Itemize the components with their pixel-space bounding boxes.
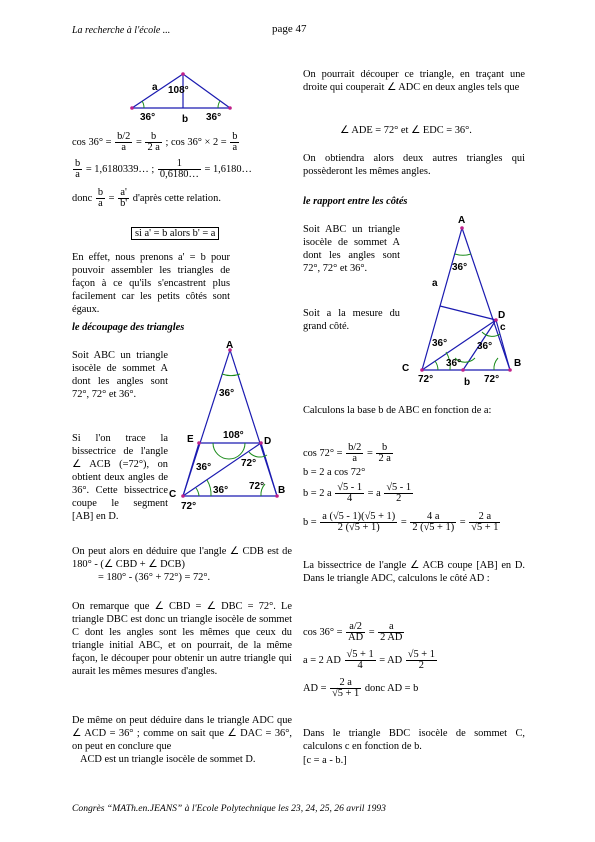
fig3-label-b: b (464, 377, 471, 388)
fig2-angle-c1: 36° (196, 462, 212, 473)
equation-cos36-ad: cos 36° = $\frac{a/2}{AD}$ = $\frac{a}{2 AD}$ (303, 621, 403, 643)
equation-angles: ∠ ADE = 72° et ∠ EDC = 36°. (340, 125, 472, 136)
paragraph-de-meme: De même on peut déduire dans le triangle ADC que ∠ ACD = 36° ; comme on sait que ∠ DAC = 36°, on peut en conclure que (72, 715, 292, 752)
paragraph-decouper: On pourrait découper ce triangle, en traçant une droite qui couperait ∠ ADC en deux angles tels que (303, 69, 525, 93)
equation-b-simplified: b = $\frac{a (√5 - 1)(√5 + 1)}{2 (√5 + 1)}$ = $\frac{4 a}{2 (√5 + 1)}$ = $\frac{2 a}{√5 + 1}$ (303, 511, 499, 533)
paragraph-bissectrice-ad: La bissectrice de l'angle ∠ ACB coupe [AB] en D. Dans le triangle ADC, calculons le côté AD : (303, 560, 525, 584)
paragraph-en-effet: En effet, nous prenons a' = b pour pouvoir assembler les triangles de façon à ce qu'ils s'encastrent plus facilement car les petits côtés sont égaux. (72, 252, 230, 315)
fig3-angle-b72: 72° (484, 374, 500, 385)
fig1-angle-left: 36° (140, 112, 156, 123)
page-number: page 47 (272, 23, 307, 35)
paragraph-soit-abc: Soit ABC un triangle isocèle de sommet A dont les angles sont 72°, 72° et 36°. (72, 350, 168, 400)
fig2-label-D: D (264, 436, 272, 447)
fig2-label-C: C (169, 489, 177, 500)
equation-ratio: $\frac{b}{a}$ = 1,6180339… ; $\frac{1}{0,6180\dots}$ = 1,6180… (75, 158, 252, 180)
fig1-angle-right: 36° (206, 112, 222, 123)
equation-ad-result: AD = $\frac{2 a}{√5 + 1}$ donc AD = b (303, 677, 419, 699)
equation-cos36: cos 36° = $\frac{b/2}{a}$ = $\frac{b}{2 a}$ ; cos 36° × 2 = $\frac{b}{a}$ (72, 131, 238, 153)
paragraph-remarque: On remarque que ∠ CBD = ∠ DBC = 72°. Le triangle DBC est donc un triangle isocèle de sommet C dont les angles sont les mêmes que ceux du triangle initial ABC, et on pourrait, de la même façon, le découper pour obtenir un autre triangle qui aurait les mêmes mesures d'angles. (72, 601, 292, 677)
paragraph-bissectrice: Si l'on trace la bissectrice de l'angle ∠ ACB (=72°), on obtient deux angles de 36°. Cette bissectrice coupe le segment [AB] en D. (72, 433, 168, 522)
fig2-label-A: A (226, 340, 234, 351)
figure-triangle-abc-right (398, 210, 528, 390)
fig3-label-D: D (498, 310, 506, 321)
figure-triangle-abc-left (165, 338, 293, 516)
paragraph-deduire-result: = 180° - (36° + 72°) = 72°. (98, 572, 211, 583)
paragraph-soit-abc-right: Soit ABC un triangle isocèle de sommet A dont les angles sont 72°, 72° et 36°. (303, 224, 400, 274)
fig2-label-B: B (278, 485, 286, 496)
paragraph-calculons-b: Calculons la base b de ABC en fonction de a: (303, 405, 492, 416)
fig2-angle-a: 36° (219, 388, 235, 399)
paragraph-deduire: On peut alors en déduire que l'angle ∠ CDB est de 180° - (∠ CBD + ∠ DCB) (72, 546, 292, 570)
paragraph-c-equals: [c = a - b.] (303, 755, 347, 766)
fig2-label-E: E (187, 434, 194, 445)
paragraph-triangle-bdc: Dans le triangle BDC isocèle de sommet C, calculons c en fonction de b. (303, 728, 525, 752)
fig3-label-C: C (402, 363, 410, 374)
fig3-label-B: B (514, 358, 522, 369)
fig3-angle-bottom: 36° (446, 358, 462, 369)
fig2-angle-e: 108° (223, 430, 244, 441)
running-header: La recherche à l'école ... (72, 25, 171, 36)
figure-triangle-108 (120, 68, 245, 126)
fig3-angle-c72: 72° (418, 374, 434, 385)
fig3-angle-d: 36° (477, 341, 493, 352)
paragraph-obtiendra: On obtiendra alors deux autres triangles qui possèderont les mêmes angles. (303, 153, 525, 177)
heading-decoupage: le découpage des triangles (72, 322, 185, 333)
fig2-angle-d: 72° (241, 458, 257, 469)
fig3-label-c: c (500, 322, 506, 333)
heading-rapport: le rapport entre les côtés (303, 196, 408, 207)
fig2-angle-b: 72° (249, 481, 265, 492)
fig3-label-a: a (432, 278, 438, 289)
fig3-angle-c: 36° (432, 338, 448, 349)
fig2-angle-c2: 36° (213, 485, 229, 496)
fig2-angle-c3: 72° (181, 501, 197, 512)
equation-cos72: cos 72° = $\frac{b/2}{a}$ = $\frac{b}{2 a}$ (303, 442, 391, 464)
fig1-label-a: a (152, 82, 158, 93)
equation-donc: donc $\frac{b}{a}$ = $\frac{a'}{b'}$ d'après cette relation. (72, 187, 221, 209)
paragraph-de-meme-end: ACD est un triangle isocèle de sommet D. (80, 754, 256, 765)
equation-b-sqrt: b = 2 a $\frac{√5 - 1}{4}$ = a $\frac{√5 - 1}{2}$ (303, 482, 412, 504)
equation-a-ad: a = 2 AD $\frac{√5 + 1}{4}$ = AD $\frac{√5 + 1}{2}$ (303, 649, 435, 671)
fig1-angle-top: 108° (168, 85, 189, 96)
footer: Congrès “MATh.en.JEANS” à l'Ecole Polytechnique les 23, 24, 25, 26 avril 1993 (72, 803, 386, 814)
fig3-label-A: A (458, 215, 466, 226)
fig1-label-b: b (182, 114, 189, 125)
paragraph-grand-cote: Soit a la mesure du grand côté. (303, 308, 400, 332)
equation-b-cos: b = 2 a cos 72° (303, 467, 366, 478)
boxed-relation: si a' = b alors b' = a (131, 227, 219, 240)
fig3-angle-a: 36° (452, 262, 468, 273)
